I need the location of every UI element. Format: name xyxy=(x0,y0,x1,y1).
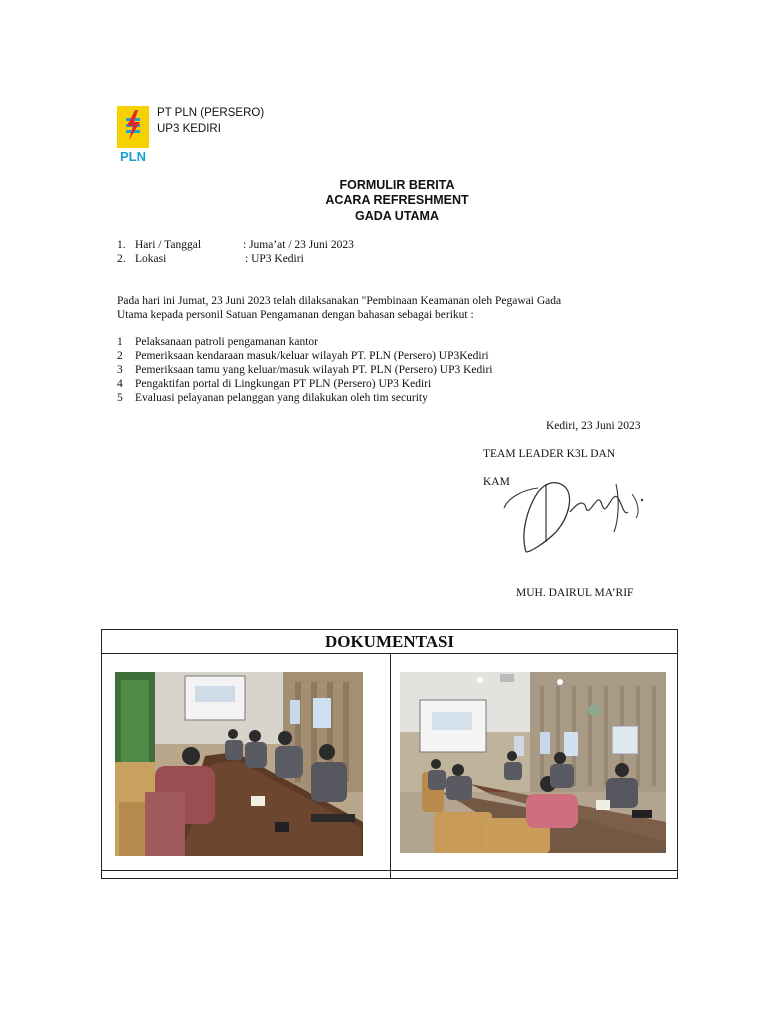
list-item-num: 4 xyxy=(117,378,123,390)
info-row-date xyxy=(117,238,354,252)
pln-logo-icon xyxy=(117,106,149,162)
place-date: Kediri, 23 Juni 2023 xyxy=(546,420,641,432)
meeting-photo-right xyxy=(400,672,666,853)
documentation-header: DOKUMENTASI xyxy=(102,630,677,654)
list-item xyxy=(117,391,492,405)
info-num: 1. xyxy=(117,239,126,251)
logo-text: PLN xyxy=(120,149,146,162)
info-value: : UP3 Kediri xyxy=(245,253,304,265)
paragraph-line2: Utama kepada personil Satuan Pengamanan dengan bahasan sebagai berikut : xyxy=(117,309,474,321)
meeting-photo-left xyxy=(115,672,363,856)
signer-title-line2: KAM xyxy=(483,476,510,488)
list-item-text: Pemeriksaan tamu yang keluar/masuk wilayah PT. PLN (Persero) UP3 Kediri xyxy=(135,364,493,376)
list-item xyxy=(117,349,492,363)
form-title-line3: GADA UTAMA xyxy=(354,209,439,223)
list-item-num: 3 xyxy=(117,364,123,376)
form-title-line2: ACARA REFRESHMENT xyxy=(325,193,469,207)
list-item-text: Pelaksanaan patroli pengamanan kantor xyxy=(135,336,318,348)
form-title-line1: FORMULIR BERITA xyxy=(339,178,455,192)
info-num: 2. xyxy=(117,253,126,265)
list-item-text: Pemeriksaan kendaraan masuk/keluar wilayah PT. PLN (Persero) UP3Kediri xyxy=(135,350,489,362)
info-label: Hari / Tanggal xyxy=(135,239,202,251)
list-item xyxy=(117,377,492,391)
list-item-num: 5 xyxy=(117,392,123,404)
info-value: : Juma’at / 23 Juni 2023 xyxy=(243,239,354,251)
info-row-location xyxy=(117,252,304,266)
agenda-list xyxy=(117,335,492,405)
list-item-num: 1 xyxy=(117,336,123,348)
info-label: Lokasi xyxy=(135,253,167,265)
company-unit: UP3 KEDIRI xyxy=(157,123,221,135)
paragraph-line1: Pada hari ini Jumat, 23 Juni 2023 telah dilaksanakan "Pembinaan Keamanan oleh Pegawai Gada xyxy=(117,295,562,307)
list-item xyxy=(117,363,492,377)
list-item-text: Evaluasi pelayanan pelanggan yang dilakukan oleh tim security xyxy=(135,392,428,404)
signer-title-line1: TEAM LEADER K3L DAN xyxy=(483,448,616,460)
signer-name: MUH. DAIRUL MA’RIF xyxy=(516,587,634,599)
handwritten-signature-icon xyxy=(498,472,650,558)
list-item xyxy=(117,335,492,349)
list-item-text: Pengaktifan portal di Lingkungan PT PLN (Persero) UP3 Kediri xyxy=(135,378,432,390)
table-column-divider xyxy=(390,653,391,879)
list-item-num: 2 xyxy=(117,350,123,362)
company-name: PT PLN (PERSERO) xyxy=(157,107,265,119)
table-bottom-rule xyxy=(102,870,677,871)
